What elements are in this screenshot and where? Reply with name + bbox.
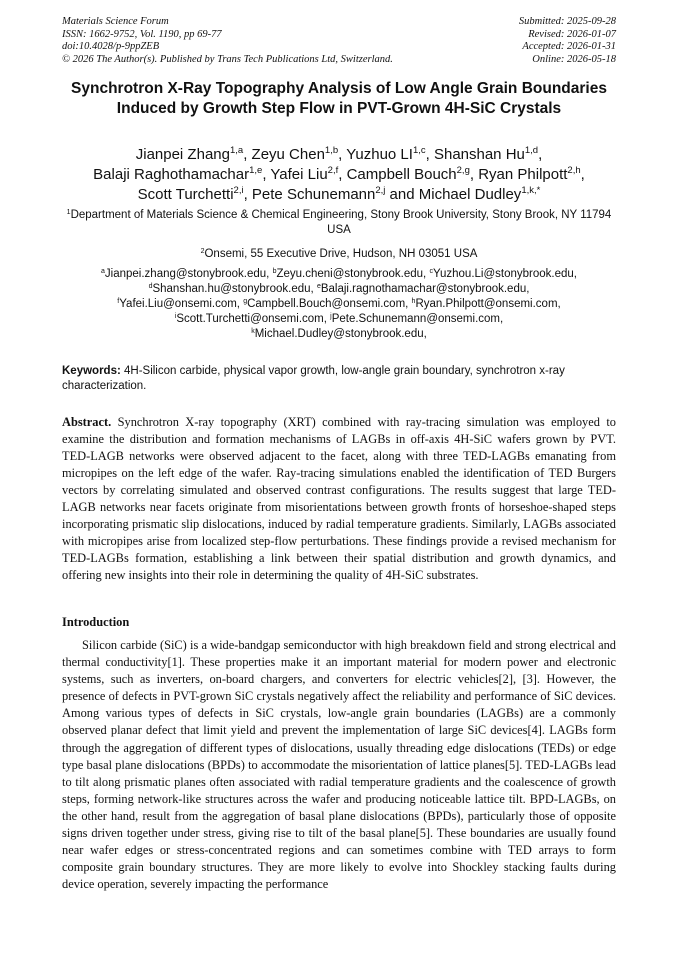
author-name: Yuzhuo LI: [346, 146, 413, 163]
email-marker: h: [411, 298, 416, 305]
email-address[interactable]: Michael.Dudley@stonybrook.edu,: [254, 328, 427, 340]
keywords-label: Keywords:: [62, 365, 121, 377]
author-separator: ,: [338, 146, 347, 163]
author: [93, 166, 270, 183]
section-heading-introduction: Introduction: [62, 615, 130, 629]
affiliation-1: [62, 208, 616, 238]
author-affiliation-marker: 2,g: [456, 165, 470, 176]
author-list: [62, 145, 616, 205]
author-affiliation-marker: 1,e: [249, 165, 263, 176]
email-marker: k: [251, 328, 255, 335]
email-marker: e: [316, 283, 321, 290]
author-affiliation-marker: 2,f: [327, 165, 339, 176]
author-name: Scott Turchetti: [137, 186, 234, 203]
email-list: [62, 267, 616, 342]
author-separator: ,: [580, 166, 585, 183]
author-name: Ryan Philpott: [478, 166, 568, 183]
keywords-text: 4H-Silicon carbide, physical vapor growth, low-angle grain boundary, synchrotron x-ray characterization.: [62, 365, 565, 392]
email-address[interactable]: Jianpei.zhang@stonybrook.edu,: [104, 268, 273, 280]
author: [346, 146, 434, 163]
email-marker: f: [117, 298, 120, 305]
author-affiliation-marker: 1,a: [229, 145, 244, 156]
author-name: Pete Schunemann: [251, 186, 376, 203]
email-address[interactable]: Ryan.Philpott@onsemi.com,: [415, 298, 561, 310]
date-submitted: Submitted: 2025-09-28: [518, 16, 616, 27]
author-affiliation-marker: 2,h: [567, 165, 581, 176]
author: [252, 186, 419, 203]
paper-title: Synchrotron X-Ray Topography Analysis of Low Angle Grain Boundaries Induced by Growth Step Flow in PVT-Grown 4H-SiC Crystals: [71, 80, 607, 117]
author-separator: ,: [243, 186, 252, 203]
author-name: Shanshan Hu: [433, 146, 525, 163]
author: [136, 146, 252, 163]
affiliation-2-text: Onsemi, 55 Executive Drive, Hudson, NH 03051 USA: [204, 248, 478, 260]
journal-info: [62, 16, 393, 66]
abstract-label: Abstract.: [62, 415, 112, 429]
abstract-text: Synchrotron X-ray topography (XRT) combined with ray-tracing simulation was employed to examine the distribution and formation mechanisms of LAGBs in off-axis 4H-SiC wafers grown by PVT. TED-LAGB networks were observed adjacent to the facet, along with three TED-LAGBs emanating from micropipes on the left edge of the wafer. Ray-tracing simulations enabled the identification of TED Burgers vectors by correlating simulated and observed contrast configurations. The results suggest that large TED-LAGB networks near facets originate from misorientations between growth fronts of horseshoe-shaped steps incorporating prismatic slip dislocations, induced by radial temperature gradients. Similarly, LAGBs associated with micropipes arise from localized step-flow perturbations. These findings provide a revised mechanism for TED-LAGBs formation, establishing a link between their spatial distribution and growth dynamics, and offering new insights into their role in determining the quality of 4H-SiC substrates.: [62, 415, 616, 582]
email-address[interactable]: Campbell.Bouch@onsemi.com,: [247, 298, 412, 310]
author-name: Michael Dudley: [418, 186, 522, 203]
email-line: [62, 282, 616, 297]
affiliation-2-marker: 2: [200, 248, 205, 255]
keywords: [62, 364, 616, 394]
author-name: Yafei Liu: [270, 166, 328, 183]
author-name: Balaji Raghothamachar: [93, 166, 250, 183]
author: [270, 166, 346, 183]
email-line: [62, 297, 616, 312]
author: [434, 146, 542, 163]
email-marker: g: [243, 298, 248, 305]
author-affiliation-marker: 1,d: [524, 145, 539, 156]
journal-header: [62, 16, 616, 66]
email-line: [62, 327, 616, 342]
date-accepted: Accepted: 2026-01-31: [522, 41, 616, 52]
email-marker: d: [148, 283, 153, 290]
date-revised: Revised: 2026-01-07: [528, 28, 616, 40]
affiliation-1-text: Department of Materials Science & Chemical Engineering, Stony Brook University, Stony Brook, NY 11794 USA: [70, 209, 612, 236]
email-line: [62, 312, 616, 327]
author-separator: ,: [243, 146, 252, 163]
author-affiliation-marker: 1,b: [324, 145, 339, 156]
author-affiliation-marker: 1,c: [412, 145, 426, 156]
email-address[interactable]: Pete.Schunemann@onsemi.com,: [331, 313, 504, 325]
email-marker: i: [174, 313, 177, 320]
email-marker: a: [101, 268, 105, 275]
introduction-paragraph: Silicon carbide (SiC) is a wide-bandgap semiconductor with high breakdown field and strong electrical and thermal conductivity[1]. These properties make it an important material for modern power and electronic systems, such as inverters, on-board chargers, and converters for electric vehicles[2], [3]. However, the presence of defects in PVT-grown SiC crystals negatively affect the reliability and performance of SiC devices. Among various types of defects in SiC crystals, low-angle grain boundaries (LAGBs) are a commonly observed planar defect that limit yield and prevent the implementation of large SiC devices[4]. LAGBs form through the aggregation of different types of dislocations, usually threading edge dislocations (TEDs) or edge type basal plane dislocations (BPDs) to accommodate the misorientation of lattice planes[5]. TED-LAGBs lead to tilt along prismatic planes often associated with radial temperature gradients and the coalescence of growth steps, forming network-like structures across the wafer and producing noticeable lattice tilt. BPD-LAGBs, on the other hand, result from the aggregation of basal plane dislocations (BPDs), particularly those of opposite signs driven together under stress, giving rise to tilt of the basal plane[5]. These boundaries are usually found near wafer edges or stress-concentrated regions and can sometimes combine with TED arrays to form composite grain boundary structures. They are more likely to evolve into Shockley stacking faults during device operation, severely impacting the performance: [62, 638, 616, 892]
author: [478, 166, 585, 183]
journal-name: Materials Science Forum: [62, 16, 169, 27]
issn-volume: ISSN: 1662-9752, Vol. 1190, pp 69-77: [62, 28, 222, 40]
email-address[interactable]: Scott.Turchetti@onsemi.com,: [176, 313, 331, 325]
author-separator: ,: [425, 146, 434, 163]
author-separator: and: [385, 186, 419, 203]
copyright: © 2026 The Author(s). Published by Trans Tech Publications Ltd, Switzerland.: [62, 53, 393, 65]
date-online: Online: 2026-05-18: [532, 53, 616, 65]
author-separator: ,: [538, 146, 543, 163]
author: [419, 186, 541, 203]
author-name: Zeyu Chen: [251, 146, 325, 163]
email-address[interactable]: Yuzhou.Li@stonybrook.edu,: [432, 268, 577, 280]
email-address[interactable]: Yafei.Liu@onsemi.com,: [119, 298, 244, 310]
author: [347, 166, 479, 183]
email-marker: j: [330, 313, 332, 320]
author-separator: ,: [338, 166, 347, 183]
author-separator: ,: [262, 166, 271, 183]
abstract: [62, 414, 616, 584]
author: [138, 186, 252, 203]
email-marker: c: [429, 268, 433, 275]
publication-dates: [519, 16, 616, 66]
author-affiliation-marker: 1,k,*: [521, 185, 541, 196]
author-separator: ,: [469, 166, 479, 183]
email-line: [62, 267, 616, 282]
email-address[interactable]: Shanshan.hu@stonybrook.edu,: [152, 283, 317, 295]
email-address[interactable]: Balaji.ragnothamachar@stonybrook.edu,: [320, 283, 530, 295]
doi[interactable]: doi:10.4028/p-9ppZEB: [62, 41, 160, 52]
affiliation-2: [62, 247, 616, 262]
author-affiliation-marker: 2,j: [375, 185, 386, 196]
author-affiliation-marker: 2,i: [233, 185, 244, 196]
author-name: Campbell Bouch: [346, 166, 457, 183]
affiliation-1-marker: 1: [66, 209, 71, 216]
email-marker: b: [272, 268, 277, 275]
email-address[interactable]: Zeyu.cheni@stonybrook.edu,: [276, 268, 430, 280]
author-name: Jianpei Zhang: [135, 146, 230, 163]
author: [252, 146, 347, 163]
